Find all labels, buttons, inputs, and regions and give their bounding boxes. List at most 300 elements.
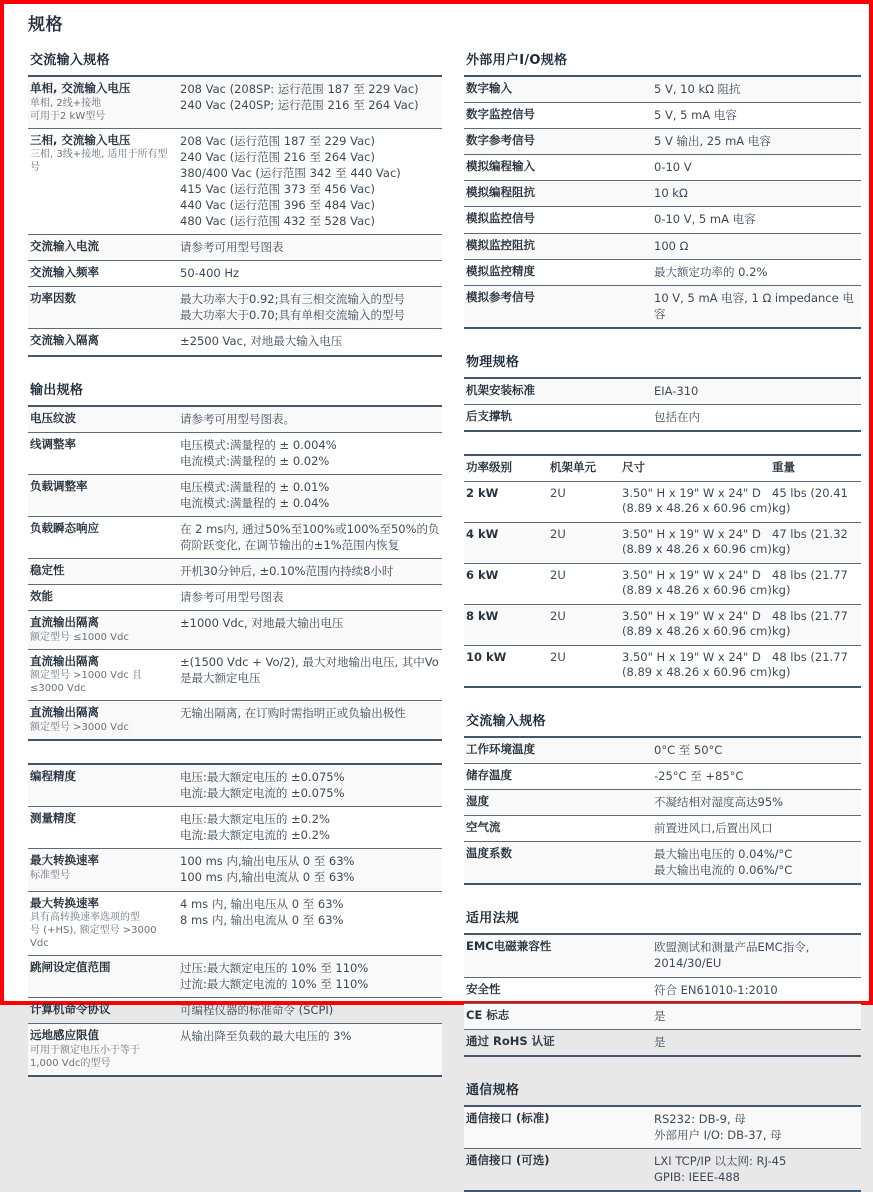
dim-line: (8.89 x 48.26 x 60.96 cm) bbox=[622, 665, 772, 680]
row-value-cell bbox=[654, 768, 859, 784]
row-label: 模拟编程阻抗 bbox=[466, 185, 535, 200]
row-value: 请参考可用型号图表。 bbox=[180, 411, 295, 426]
row-value-cell bbox=[654, 159, 859, 175]
row-label: 模拟监控精度 bbox=[466, 263, 535, 278]
spec-section bbox=[464, 351, 861, 432]
row-label-cell bbox=[30, 521, 180, 553]
row-label-cell bbox=[30, 654, 180, 696]
row-value-cell bbox=[180, 563, 440, 579]
row-value: 最大输出电压的 0.04%/°C bbox=[654, 847, 793, 862]
row-value: 电压模式:满量程的 ± 0.004% bbox=[180, 437, 337, 452]
table-row bbox=[28, 610, 442, 649]
row-label: 效能 bbox=[30, 589, 53, 604]
rack-cell: 2U bbox=[550, 567, 566, 582]
row-label-cell bbox=[30, 853, 180, 885]
row-label-cell bbox=[466, 982, 654, 998]
row-value: 过压:最大额定电压的 10% 至 110% bbox=[180, 961, 369, 976]
row-value: 请参考可用型号图表 bbox=[180, 240, 284, 255]
row-value: LXI TCP/IP 以太网: RJ-45 bbox=[654, 1154, 787, 1169]
row-value-cell bbox=[654, 409, 859, 425]
table-row bbox=[464, 285, 861, 327]
row-value: 包括在内 bbox=[654, 410, 700, 425]
row-value-cell bbox=[654, 264, 859, 280]
row-label: 负载瞬态响应 bbox=[30, 521, 99, 536]
row-value: ±(1500 Vdc + Vo/2), 最大对地输出电压, 其中Vo是最大额定电压 bbox=[180, 654, 439, 685]
power-cell: 2 kW bbox=[466, 485, 499, 500]
row-value: 0-10 V bbox=[654, 160, 692, 175]
row-value: 8 ms 内, 输出电流从 0 至 63% bbox=[180, 912, 344, 927]
row-label-cell bbox=[30, 479, 180, 511]
row-value: 符合 EN61010-1:2010 bbox=[654, 982, 778, 997]
row-label: 数字监控信号 bbox=[466, 107, 535, 122]
row-sublabel: 单相, 2线+接地 bbox=[30, 97, 102, 109]
row-label: 数字参考信号 bbox=[466, 133, 535, 148]
row-value-cell bbox=[654, 820, 859, 836]
spec-section bbox=[464, 710, 861, 886]
dim-line: (8.89 x 48.26 x 60.96 cm) bbox=[622, 501, 772, 516]
row-value: 5 V 输出, 25 mA 电容 bbox=[654, 134, 771, 149]
row-value-cell bbox=[654, 1008, 859, 1024]
row-value-cell bbox=[654, 794, 859, 810]
row-value: 440 Vac (运行范围 396 至 484 Vac) bbox=[180, 197, 375, 212]
row-value: ±1000 Vdc, 对地最大输出电压 bbox=[180, 616, 344, 631]
table-row bbox=[28, 558, 442, 584]
row-value: 0°C 至 50°C bbox=[654, 742, 723, 757]
row-sublabel: 额定型号 ≤1000 Vdc bbox=[30, 631, 129, 643]
row-label: 远地感应限值 bbox=[30, 1028, 99, 1043]
spec-section bbox=[28, 379, 442, 741]
row-sublabel: 可用于2 kW型号 bbox=[30, 110, 106, 122]
table-row bbox=[28, 848, 442, 890]
dim-line: (8.89 x 48.26 x 60.96 cm) bbox=[622, 624, 772, 639]
table-row bbox=[28, 700, 442, 739]
spec-table bbox=[28, 763, 442, 1077]
row-label-cell bbox=[30, 411, 180, 427]
row-value: 100 Ω bbox=[654, 238, 689, 253]
row-value-cell bbox=[180, 521, 440, 553]
spec-table bbox=[464, 75, 861, 329]
table-row bbox=[464, 604, 861, 645]
row-label-cell bbox=[466, 383, 654, 399]
table-row bbox=[464, 206, 861, 232]
section-heading: 输出规格 bbox=[30, 382, 84, 398]
table-row bbox=[28, 806, 442, 848]
spec-section bbox=[28, 763, 442, 1077]
table-row bbox=[464, 736, 861, 763]
row-value-cell bbox=[654, 742, 859, 758]
row-label-cell bbox=[466, 794, 654, 810]
row-value-cell bbox=[180, 769, 440, 801]
row-label-cell bbox=[466, 1008, 654, 1024]
row-label: 工作环境温度 bbox=[466, 741, 535, 756]
row-sublabel: 额定型号 >1000 Vdc 且 bbox=[30, 670, 143, 682]
row-label-cell bbox=[466, 1034, 654, 1050]
row-label-cell bbox=[466, 290, 654, 322]
power-table-header: 重量 bbox=[772, 460, 795, 475]
row-value: 50-400 Hz bbox=[180, 266, 240, 281]
table-row bbox=[464, 102, 861, 128]
row-label-cell bbox=[30, 239, 180, 255]
row-label: 通信接口 (标准) bbox=[466, 1110, 550, 1125]
table-row bbox=[464, 481, 861, 522]
row-value: 前置进风口,后置出风口 bbox=[654, 821, 773, 836]
row-value: 100 ms 内,输出电压从 0 至 63% bbox=[180, 854, 355, 869]
row-value-cell bbox=[654, 290, 859, 322]
row-sublabel: 可用于额定电压小于等于 bbox=[30, 1044, 140, 1056]
row-value: 最大功率大于0.92;具有三相交流输入的型号 bbox=[180, 292, 405, 307]
row-label: 交流输入电流 bbox=[30, 239, 99, 254]
table-row bbox=[28, 260, 442, 286]
spec-table bbox=[464, 736, 861, 886]
row-value: 开机30分钟后, ±0.10%范围内持续8小时 bbox=[180, 564, 394, 579]
table-row bbox=[464, 377, 861, 404]
row-value-cell bbox=[180, 239, 440, 255]
row-label: 机架安装标准 bbox=[466, 382, 535, 397]
dims-cell bbox=[622, 527, 772, 558]
spec-table bbox=[464, 1105, 861, 1192]
weight-cell: 48 lbs (21.77 kg) bbox=[772, 567, 848, 598]
dims-cell bbox=[622, 650, 772, 681]
row-label: 安全性 bbox=[466, 981, 501, 996]
row-label: 功率因数 bbox=[30, 291, 76, 306]
row-value: -25°C 至 +85°C bbox=[654, 768, 744, 783]
row-value: 过流:最大额定电流的 10% 至 110% bbox=[180, 977, 369, 992]
row-value-cell bbox=[180, 960, 440, 992]
row-value-cell bbox=[180, 291, 440, 323]
table-row bbox=[28, 474, 442, 516]
row-sublabel: 标准型号 bbox=[30, 869, 70, 881]
row-label: 模拟监控信号 bbox=[466, 211, 535, 226]
row-label-cell bbox=[466, 211, 654, 227]
row-value: 10 V, 5 mA 电容, 1 Ω impedance 电容 bbox=[654, 290, 854, 321]
row-value: 可编程仪器的标准命令 (SCPI) bbox=[180, 1003, 334, 1018]
row-label-cell bbox=[466, 133, 654, 149]
row-label-cell bbox=[466, 81, 654, 97]
row-label-cell bbox=[30, 333, 180, 349]
row-value-cell bbox=[180, 265, 440, 281]
row-label-cell bbox=[30, 769, 180, 801]
row-value-cell bbox=[180, 589, 440, 605]
row-label: 交流输入频率 bbox=[30, 265, 99, 280]
row-label: 最大转换速率 bbox=[30, 853, 99, 868]
spec-section bbox=[28, 49, 442, 357]
row-label-cell bbox=[30, 811, 180, 843]
page-title: 规格 bbox=[28, 15, 63, 35]
row-value: 10 kΩ bbox=[654, 186, 688, 201]
table-row bbox=[464, 977, 861, 1003]
dims-cell bbox=[622, 609, 772, 640]
table-row bbox=[28, 649, 442, 701]
row-label-cell bbox=[466, 1111, 654, 1143]
row-value-cell bbox=[180, 615, 440, 644]
row-label-cell bbox=[30, 291, 180, 323]
row-label: 负载调整率 bbox=[30, 478, 88, 493]
power-table bbox=[464, 454, 861, 688]
row-value-cell bbox=[654, 1111, 859, 1143]
row-label-cell bbox=[466, 107, 654, 123]
row-value-cell bbox=[654, 939, 859, 971]
spec-table bbox=[464, 933, 861, 1056]
row-label: 计算机命令协议 bbox=[30, 1002, 111, 1017]
row-label: 后支撑轨 bbox=[466, 409, 512, 424]
row-label: 跳闸设定值范围 bbox=[30, 960, 111, 975]
section-heading: 交流输入规格 bbox=[30, 53, 110, 68]
row-value: 415 Vac (运行范围 373 至 456 Vac) bbox=[180, 181, 375, 196]
table-row bbox=[28, 763, 442, 806]
table-row bbox=[464, 1003, 861, 1029]
row-sublabel: ≤3000 Vdc bbox=[30, 683, 86, 695]
dims-cell bbox=[622, 568, 772, 599]
row-sublabel: 三相, 3线+接地, 适用于所有型号 bbox=[30, 149, 168, 174]
table-row bbox=[464, 763, 861, 789]
row-value-cell bbox=[180, 853, 440, 885]
row-value-cell bbox=[180, 437, 440, 469]
row-label-cell bbox=[30, 81, 180, 123]
table-row bbox=[28, 955, 442, 997]
table-row bbox=[28, 234, 442, 260]
power-table-section bbox=[464, 454, 861, 688]
row-sublabel: Vdc bbox=[30, 938, 49, 950]
row-value: 无输出隔离, 在订购时需指明正或负输出极性 bbox=[180, 706, 406, 721]
row-label-cell bbox=[466, 820, 654, 836]
row-label: 电压纹波 bbox=[30, 410, 76, 425]
section-heading: 物理规格 bbox=[466, 354, 520, 370]
row-label-cell bbox=[466, 768, 654, 784]
row-value: 240 Vac (运行范围 216 至 264 Vac) bbox=[180, 149, 375, 164]
row-value: 240 Vac (240SP; 运行范围 216 至 264 Vac) bbox=[180, 98, 419, 113]
dims-cell bbox=[622, 486, 772, 517]
row-value: RS232: DB-9, 母 bbox=[654, 1111, 746, 1126]
row-value: ±2500 Vac, 对地最大输入电压 bbox=[180, 334, 343, 349]
row-label: 通信接口 (可选) bbox=[466, 1153, 550, 1168]
dim-line: 3.50" H x 19" W x 24" D bbox=[622, 485, 761, 500]
row-label: 三相, 交流输入电压 bbox=[30, 132, 131, 147]
table-row bbox=[464, 1029, 861, 1055]
table-row bbox=[464, 180, 861, 206]
table-row bbox=[28, 891, 442, 956]
table-row bbox=[28, 405, 442, 432]
power-cell: 6 kW bbox=[466, 567, 499, 582]
table-row bbox=[464, 563, 861, 604]
row-value: 480 Vac (运行范围 432 至 528 Vac) bbox=[180, 213, 375, 228]
row-label-cell bbox=[466, 846, 654, 878]
row-sublabel: 1,000 Vdc的型号 bbox=[30, 1057, 111, 1069]
row-label-cell bbox=[30, 615, 180, 644]
table-row bbox=[28, 1023, 442, 1075]
row-sublabel: 额定型号 >3000 Vdc bbox=[30, 721, 129, 733]
row-value: 5 V, 5 mA 电容 bbox=[654, 108, 737, 123]
table-row bbox=[28, 328, 442, 354]
table-row bbox=[28, 584, 442, 610]
row-label: 湿度 bbox=[466, 793, 489, 808]
row-value: 电压:最大额定电压的 ±0.075% bbox=[180, 769, 345, 784]
row-label: 直流输出隔离 bbox=[30, 705, 99, 720]
weight-cell: 45 lbs (20.41 kg) bbox=[772, 485, 848, 516]
row-value: 是 bbox=[654, 1008, 666, 1023]
dim-line: 3.50" H x 19" W x 24" D bbox=[622, 567, 761, 582]
row-value-cell bbox=[654, 383, 859, 399]
row-label: EMC电磁兼容性 bbox=[466, 939, 552, 954]
row-label-cell bbox=[30, 563, 180, 579]
dim-line: 3.50" H x 19" W x 24" D bbox=[622, 608, 761, 623]
row-value: 是 bbox=[654, 1034, 666, 1049]
row-value: 外部用户 I/O: DB-37, 母 bbox=[654, 1127, 782, 1142]
table-row bbox=[464, 645, 861, 686]
table-row bbox=[464, 815, 861, 841]
row-value-cell bbox=[180, 1028, 440, 1070]
row-label: 温度系数 bbox=[466, 846, 512, 861]
row-value-cell bbox=[180, 81, 440, 123]
row-label: 测量精度 bbox=[30, 811, 76, 826]
row-value: 请参考可用型号图表 bbox=[180, 590, 284, 605]
row-label-cell bbox=[466, 1153, 654, 1185]
row-value-cell bbox=[654, 133, 859, 149]
row-value: 4 ms 内, 输出电压从 0 至 63% bbox=[180, 896, 344, 911]
table-row bbox=[28, 997, 442, 1023]
row-value-cell bbox=[180, 479, 440, 511]
section-heading: 适用法规 bbox=[466, 911, 520, 927]
row-label: 储存温度 bbox=[466, 767, 512, 782]
row-label-cell bbox=[30, 265, 180, 281]
row-value: 电流:最大额定电流的 ±0.2% bbox=[180, 828, 330, 843]
row-value-cell bbox=[654, 81, 859, 97]
row-value-cell bbox=[654, 846, 859, 878]
section-heading: 外部用户I/O规格 bbox=[466, 53, 568, 68]
row-value-cell bbox=[654, 982, 859, 998]
row-value-cell bbox=[180, 654, 440, 696]
table-row bbox=[464, 128, 861, 154]
row-value: 5 V, 10 kΩ 阻抗 bbox=[654, 82, 741, 96]
spec-section bbox=[464, 49, 861, 329]
power-cell: 10 kW bbox=[466, 649, 507, 664]
row-label: 模拟编程输入 bbox=[466, 159, 535, 174]
row-label: CE 标志 bbox=[466, 1007, 510, 1022]
spec-table bbox=[28, 75, 442, 357]
row-label: 线调整率 bbox=[30, 436, 76, 451]
power-cell: 8 kW bbox=[466, 608, 499, 623]
row-value-cell bbox=[654, 211, 859, 227]
row-value-cell bbox=[654, 1034, 859, 1050]
spec-section bbox=[464, 907, 861, 1056]
row-value: 208 Vac (208SP: 运行范围 187 至 229 Vac) bbox=[180, 82, 419, 96]
row-label-cell bbox=[30, 960, 180, 992]
row-label-cell bbox=[466, 939, 654, 971]
table-row bbox=[28, 128, 442, 235]
row-label-cell bbox=[466, 742, 654, 758]
power-cell: 4 kW bbox=[466, 526, 499, 541]
power-table-header: 机架单元 bbox=[550, 460, 596, 475]
row-label-cell bbox=[30, 589, 180, 605]
row-value: 最大额定功率的 0.2% bbox=[654, 264, 768, 279]
row-value: GPIB: IEEE-488 bbox=[654, 1170, 740, 1185]
table-row bbox=[28, 75, 442, 128]
table-row bbox=[464, 789, 861, 815]
row-value: 不凝结相对湿度高达95% bbox=[654, 794, 784, 809]
row-label-cell bbox=[30, 705, 180, 734]
row-value: 最大功率大于0.70;具有单相交流输入的型号 bbox=[180, 308, 405, 323]
row-value-cell bbox=[180, 896, 440, 951]
rack-cell: 2U bbox=[550, 649, 566, 664]
row-label: 通过 RoHS 认证 bbox=[466, 1033, 555, 1048]
row-value: 208 Vac (运行范围 187 至 229 Vac) bbox=[180, 133, 375, 148]
row-value-cell bbox=[654, 107, 859, 123]
row-label-cell bbox=[466, 409, 654, 425]
columns-wrapper bbox=[4, 49, 869, 1192]
row-label: 直流输出隔离 bbox=[30, 653, 99, 668]
row-value: 在 2 ms内, 通过50%至100%或100%至50%的负荷阶跃变化, 在调节输出的±1%范围内恢复 bbox=[180, 522, 440, 553]
table-row bbox=[464, 233, 861, 259]
row-label-cell bbox=[466, 185, 654, 201]
row-value: 欧盟测试和测量产品EMC指令, 2014/30/EU bbox=[654, 940, 810, 971]
table-row bbox=[28, 286, 442, 328]
rack-cell: 2U bbox=[550, 485, 566, 500]
row-label-cell bbox=[30, 896, 180, 951]
row-value: 100 ms 内,输出电流从 0 至 63% bbox=[180, 870, 355, 885]
table-row bbox=[464, 1105, 861, 1148]
spec-table bbox=[28, 405, 442, 741]
row-value: 电压:最大额定电压的 ±0.2% bbox=[180, 812, 330, 827]
left-column bbox=[28, 49, 442, 1192]
row-label-cell bbox=[466, 264, 654, 280]
spec-section bbox=[464, 1079, 861, 1192]
row-label: 单相, 交流输入电压 bbox=[30, 81, 131, 95]
row-sublabel: 号 (+HS), 额定型号 >3000 bbox=[30, 925, 157, 937]
table-row bbox=[464, 933, 861, 976]
table-row bbox=[464, 841, 861, 883]
row-label: 稳定性 bbox=[30, 563, 65, 578]
row-label: 空气流 bbox=[466, 820, 501, 835]
row-label: 最大转换速率 bbox=[30, 895, 99, 910]
section-heading: 通信规格 bbox=[466, 1082, 520, 1098]
rack-cell: 2U bbox=[550, 608, 566, 623]
weight-cell: 48 lbs (21.77 kg) bbox=[772, 608, 848, 639]
row-label-cell bbox=[30, 1028, 180, 1070]
table-row bbox=[464, 259, 861, 285]
row-label-cell bbox=[30, 437, 180, 469]
row-value: 380/400 Vac (运行范围 342 至 440 Vac) bbox=[180, 165, 401, 180]
power-table-header-row bbox=[464, 454, 861, 481]
dim-line: (8.89 x 48.26 x 60.96 cm) bbox=[622, 542, 772, 557]
row-value: EIA-310 bbox=[654, 383, 699, 398]
row-label-cell bbox=[30, 133, 180, 230]
row-value-cell bbox=[654, 185, 859, 201]
power-table-header: 尺寸 bbox=[622, 460, 645, 475]
weight-cell: 48 lbs (21.77 kg) bbox=[772, 649, 848, 680]
table-row bbox=[464, 154, 861, 180]
right-column bbox=[464, 49, 861, 1192]
row-label: 编程精度 bbox=[30, 768, 76, 783]
rack-cell: 2U bbox=[550, 526, 566, 541]
row-label-cell bbox=[466, 159, 654, 175]
row-value: 电流:最大额定电流的 ±0.075% bbox=[180, 786, 345, 801]
row-value: 最大输出电流的 0.06%/°C bbox=[654, 863, 793, 878]
row-sublabel: 具有高转换速率选项的型 bbox=[30, 912, 140, 924]
row-value: 电流模式:满量程的 ± 0.02% bbox=[180, 453, 330, 468]
table-row bbox=[464, 404, 861, 430]
spec-table bbox=[464, 377, 861, 432]
row-value-cell bbox=[180, 333, 440, 349]
row-label-cell bbox=[466, 238, 654, 254]
row-value-cell bbox=[654, 238, 859, 254]
weight-cell: 47 lbs (21.32 kg) bbox=[772, 526, 848, 557]
row-value-cell bbox=[180, 133, 440, 230]
row-value: 电压模式:满量程的 ± 0.01% bbox=[180, 479, 330, 494]
row-label-cell bbox=[30, 1002, 180, 1018]
row-value-cell bbox=[180, 1002, 440, 1018]
power-table-header: 功率级别 bbox=[466, 460, 512, 475]
section-heading: 交流输入规格 bbox=[466, 713, 546, 729]
row-label: 模拟参考信号 bbox=[466, 289, 535, 304]
